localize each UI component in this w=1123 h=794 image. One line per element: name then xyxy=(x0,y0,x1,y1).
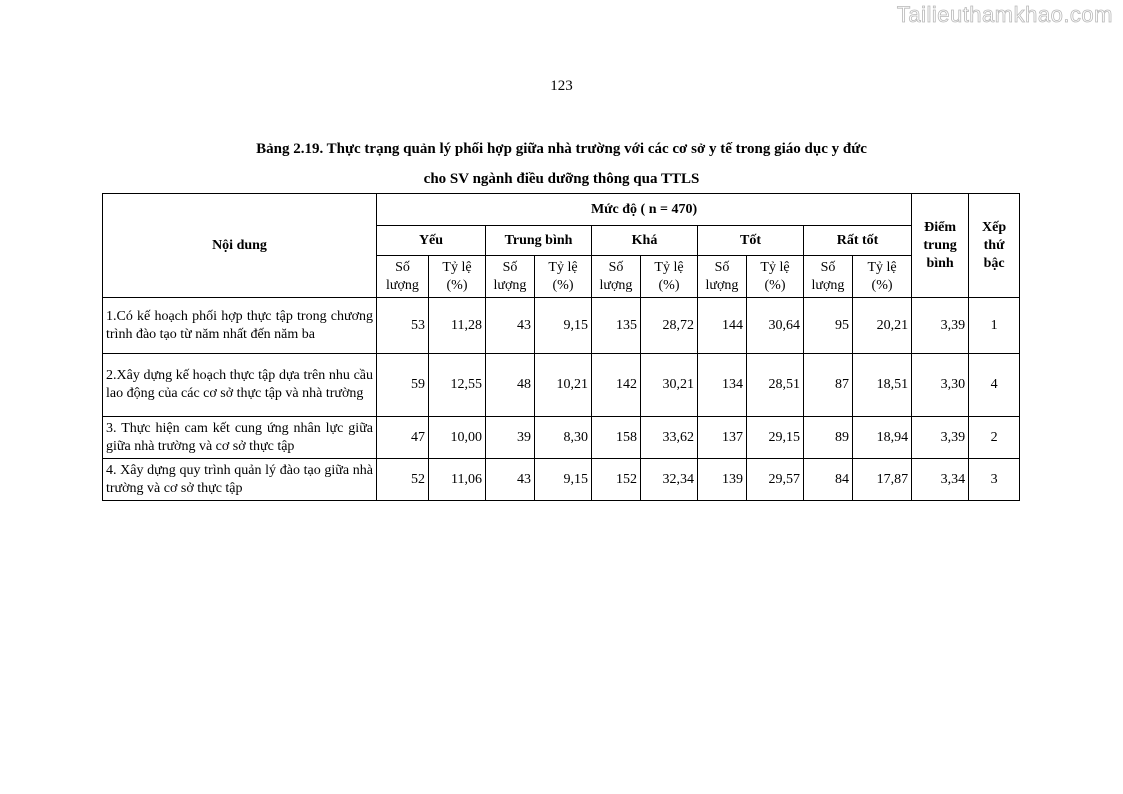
cell-mean: 3,39 xyxy=(912,298,969,354)
cell-count: 43 xyxy=(486,298,535,354)
cell-pct: 20,21 xyxy=(853,298,912,354)
subheader-pct: Tỷ lệ (%) xyxy=(853,256,912,298)
cell-count: 137 xyxy=(698,417,747,459)
subheader-count: Số lượng xyxy=(377,256,429,298)
subheader-count: Số lượng xyxy=(592,256,641,298)
cell-count: 59 xyxy=(377,354,429,417)
cell-count: 134 xyxy=(698,354,747,417)
cell-count: 47 xyxy=(377,417,429,459)
cell-count: 142 xyxy=(592,354,641,417)
page-number: 123 xyxy=(550,78,573,94)
cell-count: 144 xyxy=(698,298,747,354)
cell-pct: 11,06 xyxy=(429,459,486,501)
cell-rank: 2 xyxy=(969,417,1020,459)
data-table xyxy=(102,193,1020,501)
cell-pct: 33,62 xyxy=(641,417,698,459)
cell-rank: 4 xyxy=(969,354,1020,417)
cell-count: 52 xyxy=(377,459,429,501)
cell-pct: 8,30 xyxy=(535,417,592,459)
cell-rank: 3 xyxy=(969,459,1020,501)
row-content: 4. Xây dựng quy trình quản lý đào tạo giữa nhà trường và cơ sở thực tập xyxy=(103,459,377,501)
header-rank: Xếp thứ bậc xyxy=(969,194,1020,298)
cell-count: 152 xyxy=(592,459,641,501)
row-content: 3. Thực hiện cam kết cung ứng nhân lực giữa giữa nhà trường và cơ sở thực tập xyxy=(103,417,377,459)
cell-count: 158 xyxy=(592,417,641,459)
subheader-pct: Tỷ lệ (%) xyxy=(641,256,698,298)
cell-mean: 3,34 xyxy=(912,459,969,501)
cell-pct: 28,51 xyxy=(747,354,804,417)
subheader-count: Số lượng xyxy=(804,256,853,298)
header-level-tot: Tốt xyxy=(698,226,804,256)
header-mean: Điểm trung bình xyxy=(912,194,969,298)
cell-count: 89 xyxy=(804,417,853,459)
cell-count: 95 xyxy=(804,298,853,354)
cell-pct: 30,64 xyxy=(747,298,804,354)
table-row xyxy=(103,417,1020,459)
cell-pct: 10,21 xyxy=(535,354,592,417)
table-title-line-2: cho SV ngành điều dưỡng thông qua TTLS xyxy=(423,171,700,187)
cell-count: 139 xyxy=(698,459,747,501)
table-row xyxy=(103,298,1020,354)
header-content: Nội dung xyxy=(103,194,377,298)
cell-count: 43 xyxy=(486,459,535,501)
subheader-count: Số lượng xyxy=(698,256,747,298)
header-level-yeu: Yếu xyxy=(377,226,486,256)
cell-count: 48 xyxy=(486,354,535,417)
header-level: Mức độ ( n = 470) xyxy=(377,194,912,226)
cell-rank: 1 xyxy=(969,298,1020,354)
watermark: Tailieuthamkhao.com xyxy=(896,2,1113,27)
table-row xyxy=(103,354,1020,417)
header-level-rat-tot: Rất tốt xyxy=(804,226,912,256)
row-content: 2.Xây dựng kế hoạch thực tập dựa trên nhu cầu lao động của các cơ sở thực tập và nhà trường xyxy=(103,354,377,417)
header-level-trung-binh: Trung bình xyxy=(486,226,592,256)
cell-count: 84 xyxy=(804,459,853,501)
cell-pct: 18,51 xyxy=(853,354,912,417)
subheader-pct: Tỷ lệ (%) xyxy=(747,256,804,298)
cell-pct: 9,15 xyxy=(535,298,592,354)
table-title-line-1: Bảng 2.19. Thực trạng quản lý phối hợp giữa nhà trường với các cơ sở y tế trong giáo dục y đức xyxy=(256,141,867,157)
cell-pct: 10,00 xyxy=(429,417,486,459)
subheader-count: Số lượng xyxy=(486,256,535,298)
subheader-pct: Tỷ lệ (%) xyxy=(429,256,486,298)
table-title xyxy=(0,134,1123,194)
table-row xyxy=(103,459,1020,501)
subheader-pct: Tỷ lệ (%) xyxy=(535,256,592,298)
cell-pct: 30,21 xyxy=(641,354,698,417)
cell-pct: 29,15 xyxy=(747,417,804,459)
cell-pct: 29,57 xyxy=(747,459,804,501)
header-level-kha: Khá xyxy=(592,226,698,256)
cell-mean: 3,39 xyxy=(912,417,969,459)
cell-count: 87 xyxy=(804,354,853,417)
cell-pct: 11,28 xyxy=(429,298,486,354)
cell-count: 39 xyxy=(486,417,535,459)
cell-pct: 17,87 xyxy=(853,459,912,501)
row-content: 1.Có kế hoạch phối hợp thực tập trong chương trình đào tạo từ năm nhất đến năm ba xyxy=(103,298,377,354)
cell-count: 53 xyxy=(377,298,429,354)
cell-count: 135 xyxy=(592,298,641,354)
cell-pct: 32,34 xyxy=(641,459,698,501)
cell-pct: 18,94 xyxy=(853,417,912,459)
cell-pct: 12,55 xyxy=(429,354,486,417)
cell-pct: 9,15 xyxy=(535,459,592,501)
cell-pct: 28,72 xyxy=(641,298,698,354)
cell-mean: 3,30 xyxy=(912,354,969,417)
